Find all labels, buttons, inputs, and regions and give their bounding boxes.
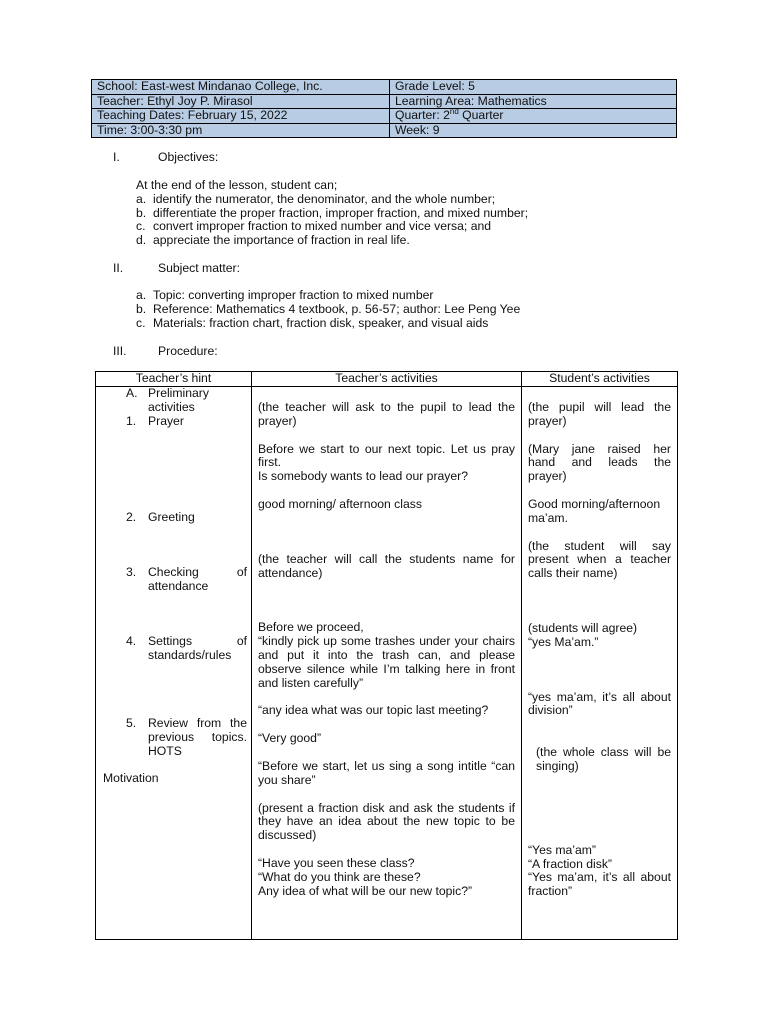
quarter-suffix: Quarter	[458, 108, 504, 123]
week-cell: Week: 9	[390, 123, 677, 138]
procedure-heading	[113, 345, 218, 359]
hint-attendance	[96, 566, 251, 594]
column-header-teacher-hint: Teacher’s hint	[96, 372, 252, 387]
procedure-number: III.	[113, 344, 127, 358]
student-activity: Good morning/afternoon ma’am.	[528, 496, 661, 525]
teacher-activity: (present a fraction disk and ask the students if they have an idea about the new topic to be discussed)	[258, 800, 515, 843]
quarter-sup: nd	[449, 108, 459, 117]
teacher-activity: “Very good”	[258, 731, 322, 746]
teacher-activity: “What do you think are these?	[258, 869, 421, 884]
hint-text: Preliminary activities	[148, 386, 209, 414]
objective-letter: d.	[136, 233, 147, 248]
school-cell: School: East-west Mindanao College, Inc.	[92, 80, 390, 95]
objective-text: convert improper fraction to mixed number and vice versa; and	[153, 219, 492, 234]
quarter-cell	[390, 109, 677, 124]
teacher-activities-column	[252, 387, 522, 940]
grade-level-cell: Grade Level: 5	[390, 80, 677, 95]
teacher-activity: Any idea of what will be our new topic?”	[258, 883, 473, 898]
time-cell: Time: 3:00-3:30 pm	[92, 123, 390, 138]
teacher-activity: (the teacher will call the students name for attendance)	[258, 551, 515, 580]
teaching-dates-cell: Teaching Dates: February 15, 2022	[92, 109, 390, 124]
teacher-activity: Before we start to our next topic. Let us pray first.	[258, 441, 515, 470]
subject-item	[136, 317, 520, 331]
objective-item	[136, 207, 528, 221]
objective-letter: a.	[136, 191, 147, 206]
hint-number: 4.	[126, 633, 137, 648]
student-activity: “yes ma’am, it’s all about division”	[528, 689, 671, 718]
column-header-student-activities: Student’s activities	[522, 372, 678, 387]
hint-greeting	[96, 511, 251, 525]
teacher-activity: “Before we start, let us sing a song intitle “can you share”	[258, 758, 515, 787]
quarter-prefix: Quarter: 2	[395, 108, 450, 123]
hint-number: 3.	[126, 565, 137, 580]
hint-number: 1.	[126, 413, 137, 428]
student-activity: (Mary jane raised her hand and leads the prayer)	[528, 441, 671, 484]
subject-title: Subject matter:	[158, 261, 240, 275]
student-activity: (the whole class will be singing)	[536, 745, 671, 773]
teacher-activity: good morning/ afternoon class	[258, 496, 422, 511]
hint-text: Prayer	[148, 413, 184, 428]
subject-number: II.	[113, 261, 124, 275]
subject-letter: b.	[136, 301, 147, 316]
student-activity: “Yes ma’am”	[528, 842, 596, 857]
hint-text: Settings of standards/rules	[148, 633, 247, 662]
teacher-activity: (the teacher will ask to the pupil to lead the prayer)	[258, 400, 515, 428]
hint-text: Greeting	[148, 510, 195, 525]
student-activity: (the pupil will lead the prayer)	[528, 400, 671, 428]
objectives-intro: At the end of the lesson, student can;	[136, 178, 338, 192]
procedure-table	[95, 371, 678, 940]
learning-area-cell: Learning Area: Mathematics	[390, 94, 677, 109]
objectives-number: I.	[113, 150, 120, 164]
hint-review	[96, 717, 251, 758]
subject-heading	[113, 262, 240, 276]
subject-letter: c.	[136, 315, 146, 330]
header-info-table	[91, 79, 677, 138]
hint-text: Review from the previous topics. HOTS	[148, 716, 247, 758]
hint-prayer	[96, 415, 251, 429]
hint-number: 5.	[126, 716, 137, 731]
hint-motivation: Motivation	[103, 770, 159, 785]
teacher-activity: Before we proceed,	[258, 620, 364, 635]
student-activity: “A fraction disk”	[528, 856, 612, 871]
objectives-title: Objectives:	[158, 150, 219, 164]
objective-item	[136, 234, 528, 248]
objectives-block	[136, 179, 528, 248]
student-activity: “Yes ma’am, it’s all about fraction”	[528, 870, 671, 899]
teacher-cell: Teacher: Ethyl Joy P. Mirasol	[92, 94, 390, 109]
hint-letter: A.	[126, 386, 138, 400]
objective-text: identify the numerator, the denominator, and the whole number;	[153, 191, 496, 206]
hint-preliminary	[96, 387, 251, 415]
teacher-activity: “Have you seen these class?	[258, 855, 415, 870]
student-activities-column	[522, 387, 678, 940]
objective-text: differentiate the proper fraction, improper fraction, and mixed number;	[153, 205, 529, 220]
subject-letter: a.	[136, 288, 147, 302]
subject-block	[136, 289, 520, 330]
objective-letter: c.	[136, 219, 146, 234]
hint-number: 2.	[126, 510, 137, 525]
procedure-title: Procedure:	[158, 344, 218, 358]
teacher-hint-column	[96, 387, 252, 940]
subject-item	[136, 303, 520, 317]
hint-text: Checking of attendance	[148, 565, 247, 593]
objective-text: appreciate the importance of fraction in real life.	[153, 233, 410, 248]
column-header-teacher-activities: Teacher’s activities	[252, 372, 522, 387]
objective-item	[136, 220, 528, 234]
subject-text: Materials: fraction chart, fraction disk, speaker, and visual aids	[153, 315, 489, 330]
subject-item	[136, 289, 520, 303]
objective-item	[136, 193, 528, 207]
teacher-activity: “any idea what was our topic last meeting?	[258, 703, 489, 718]
objective-letter: b.	[136, 205, 147, 220]
student-activity: “yes Ma’am.”	[528, 634, 599, 649]
teacher-activity: “kindly pick up some trashes under your chairs and put it into the trash can, and please observe silence while I’m talking here in front and listen carefully”	[258, 634, 515, 690]
subject-text: Topic: converting improper fraction to mixed number	[153, 288, 434, 302]
hint-standards	[96, 635, 251, 663]
student-activity: (students will agree)	[528, 620, 638, 635]
teacher-activity: Is somebody wants to lead our prayer?	[258, 469, 469, 484]
subject-text: Reference: Mathematics 4 textbook, p. 56-57; author: Lee Peng Yee	[153, 301, 521, 316]
student-activity: (the student will say present when a teacher calls their name)	[528, 538, 671, 581]
objectives-heading	[113, 151, 218, 165]
